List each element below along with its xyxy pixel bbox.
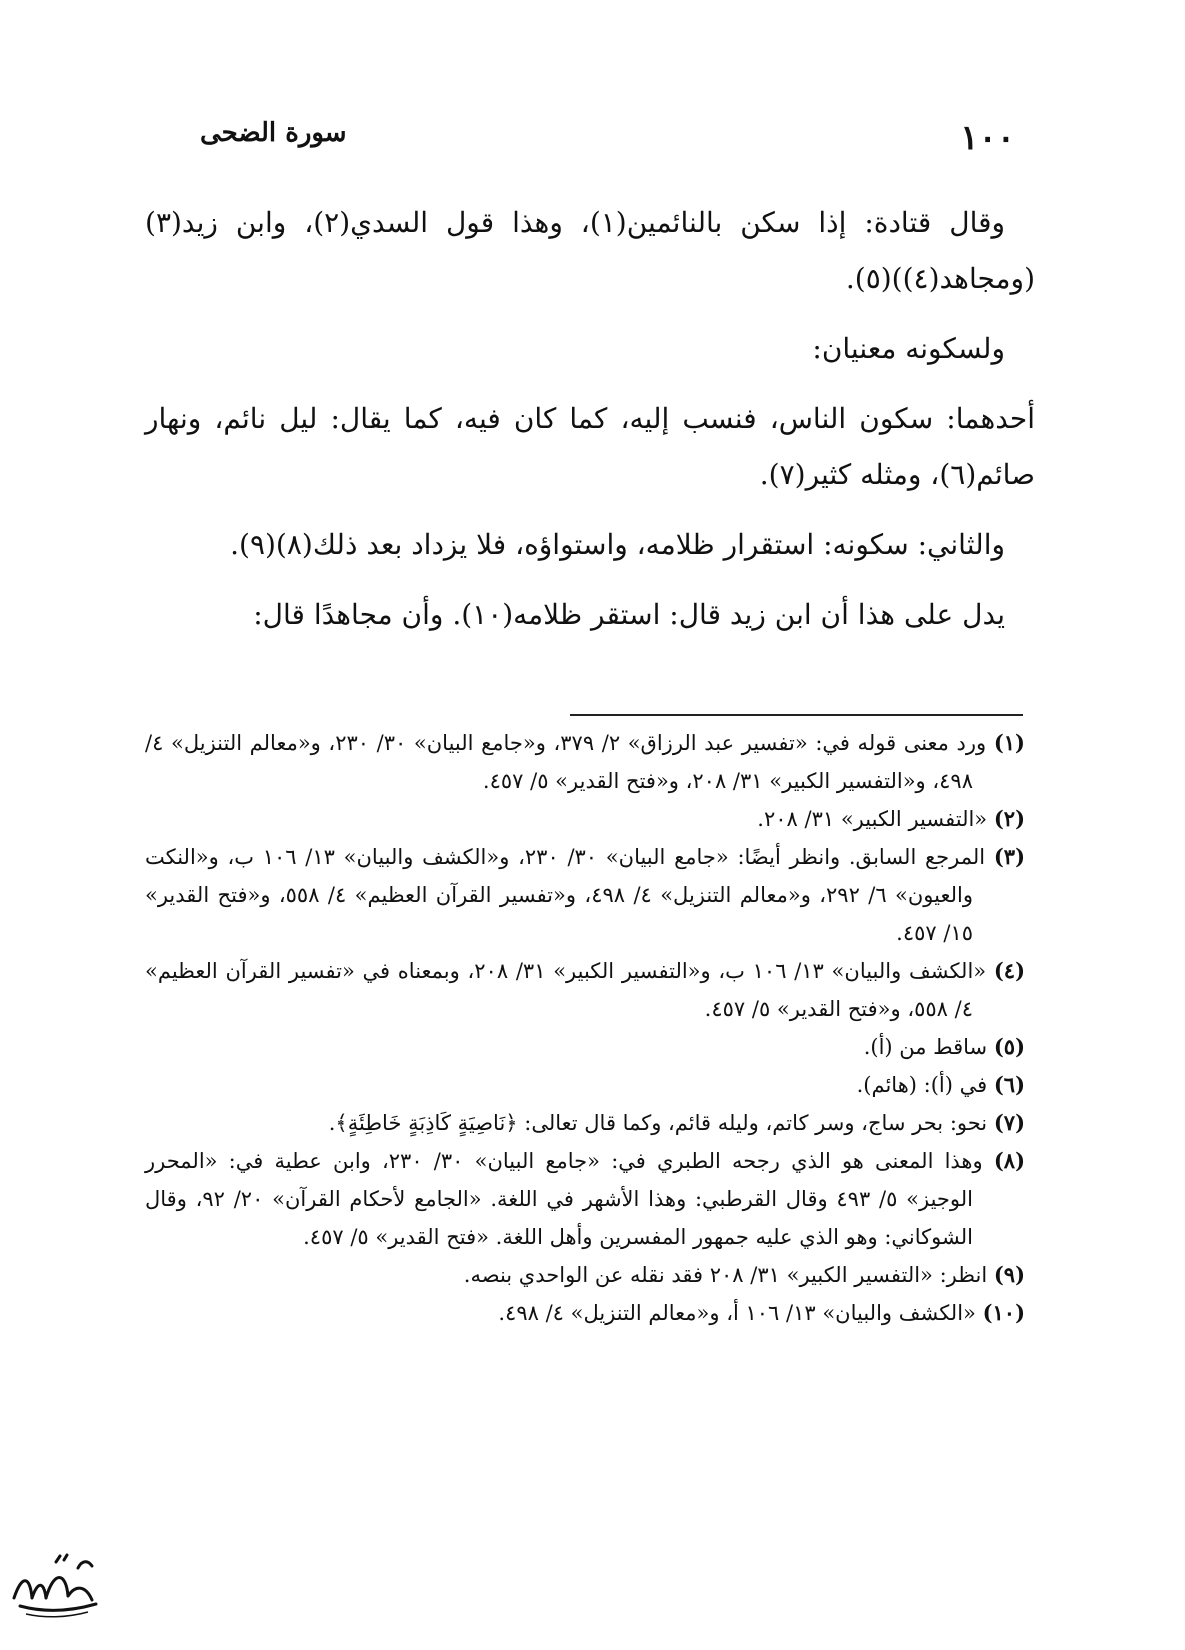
- footnote: [145, 1028, 1025, 1066]
- paragraph: والثاني: سكونه: استقرار ظلامه، واستواؤه، فلا يزداد بعد ذلك(٨)(٩).: [230, 528, 1005, 561]
- footnote: [145, 838, 1025, 952]
- footnote-number: (٥): [993, 1034, 1025, 1059]
- surah-title: سورة الضحى: [200, 118, 347, 148]
- footnote-number: (٤): [993, 958, 1025, 983]
- footnote-text: ورد معنى قوله في: «تفسير عبد الرزاق» ٢/ ٣٧٩، و«جامع البيان» ٣٠/ ٢٣٠، و«معالم التنزيل» ٤/ ٤٩٨، و«التفسير الكبير» ٣١/ ٢٠٨، و«فتح القدير» ٥/ ٤٥٧.: [145, 731, 987, 793]
- footnote-number: (١): [993, 730, 1025, 755]
- footnote-text: انظر: «التفسير الكبير» ٣١/ ٢٠٨ فقد نقله عن الواحدي بنصه.: [463, 1263, 988, 1287]
- footnote-text: نحو: بحر ساج، وسر كاتم، وليله قائم، وكما قال تعالى: ﴿نَاصِيَةٍ كَاذِبَةٍ خَاطِئَةٍ﴾.: [328, 1111, 988, 1135]
- calligraphy-logo: [8, 1540, 103, 1620]
- footnote-number: (٢): [993, 806, 1025, 831]
- footnote-text: «التفسير الكبير» ٣١/ ٢٠٨.: [757, 807, 988, 831]
- footnote-number: (٦): [993, 1072, 1025, 1097]
- footnote-text: وهذا المعنى هو الذي رجحه الطبري في: «جامع البيان» ٣٠/ ٢٣٠، وابن عطية في: «المحرر الوجيز» ٥/ ٤٩٣ وقال القرطبي: وهذا الأشهر في اللغة. «الجامع لأحكام القرآن» ٢٠/ ٩٢، وقال الشوكاني: وهو الذي عليه جمهور المفسرين وأهل اللغة. «فتح القدير» ٥/ ٤٥٧.: [145, 1149, 983, 1249]
- footnote: [145, 1142, 1025, 1256]
- footnote-text: ساقط من (أ).: [863, 1035, 988, 1059]
- paragraph: أحدهما: سكون الناس، فنسب إليه، كما كان فيه، كما يقال: ليل نائم، ونهار صائم(٦)، ومثله كثير(٧).: [145, 402, 1035, 491]
- footnote: [145, 1256, 1025, 1294]
- footnote-number: (١٠): [982, 1300, 1025, 1325]
- footnote: [145, 1294, 1025, 1332]
- footnote: [145, 1066, 1025, 1104]
- page-number: ١٠٠: [960, 118, 1015, 158]
- footnote: [145, 800, 1025, 838]
- paragraph: وقال قتادة: إذا سكن بالنائمين(١)، وهذا قول السدي(٢)، وابن زيد(٣) (ومجاهد(٤))(٥).: [145, 206, 1035, 295]
- main-text: [145, 195, 1035, 657]
- footnote-divider: [570, 714, 1023, 716]
- footnote-text: في (أ): (هائم).: [856, 1073, 988, 1097]
- footnote: [145, 724, 1025, 800]
- footnote-text: «الكشف والبيان» ١٣/ ١٠٦ ب، و«التفسير الكبير» ٣١/ ٢٠٨، وبمعناه في «تفسير القرآن العظيم» ٤/ ٥٥٨، و«فتح القدير» ٥/ ٤٥٧.: [145, 959, 987, 1021]
- footnote-number: (٧): [993, 1110, 1025, 1135]
- footnote-text: المرجع السابق. وانظر أيضًا: «جامع البيان» ٣٠/ ٢٣٠، و«الكشف والبيان» ١٣/ ١٠٦ ب، و«النكت والعيون» ٦/ ٢٩٢، و«معالم التنزيل» ٤/ ٤٩٨، و«تفسير القرآن العظيم» ٤/ ٥٥٨، و«فتح القدير» ١٥/ ٤٥٧.: [145, 845, 986, 945]
- paragraph: ولسكونه معنيان:: [812, 332, 1005, 365]
- footnotes: [145, 724, 1025, 1332]
- footnote-number: (٨): [993, 1148, 1025, 1173]
- footnote-text: «الكشف والبيان» ١٣/ ١٠٦ أ، و«معالم التنزيل» ٤/ ٤٩٨.: [498, 1301, 976, 1325]
- footnote-number: (٩): [993, 1262, 1025, 1287]
- page-header: [150, 118, 1035, 168]
- paragraph: يدل على هذا أن ابن زيد قال: استقر ظلامه(١٠). وأن مجاهدًا قال:: [253, 598, 1005, 631]
- footnote: [145, 952, 1025, 1028]
- footnote-number: (٣): [993, 844, 1025, 869]
- footnote: [145, 1104, 1025, 1142]
